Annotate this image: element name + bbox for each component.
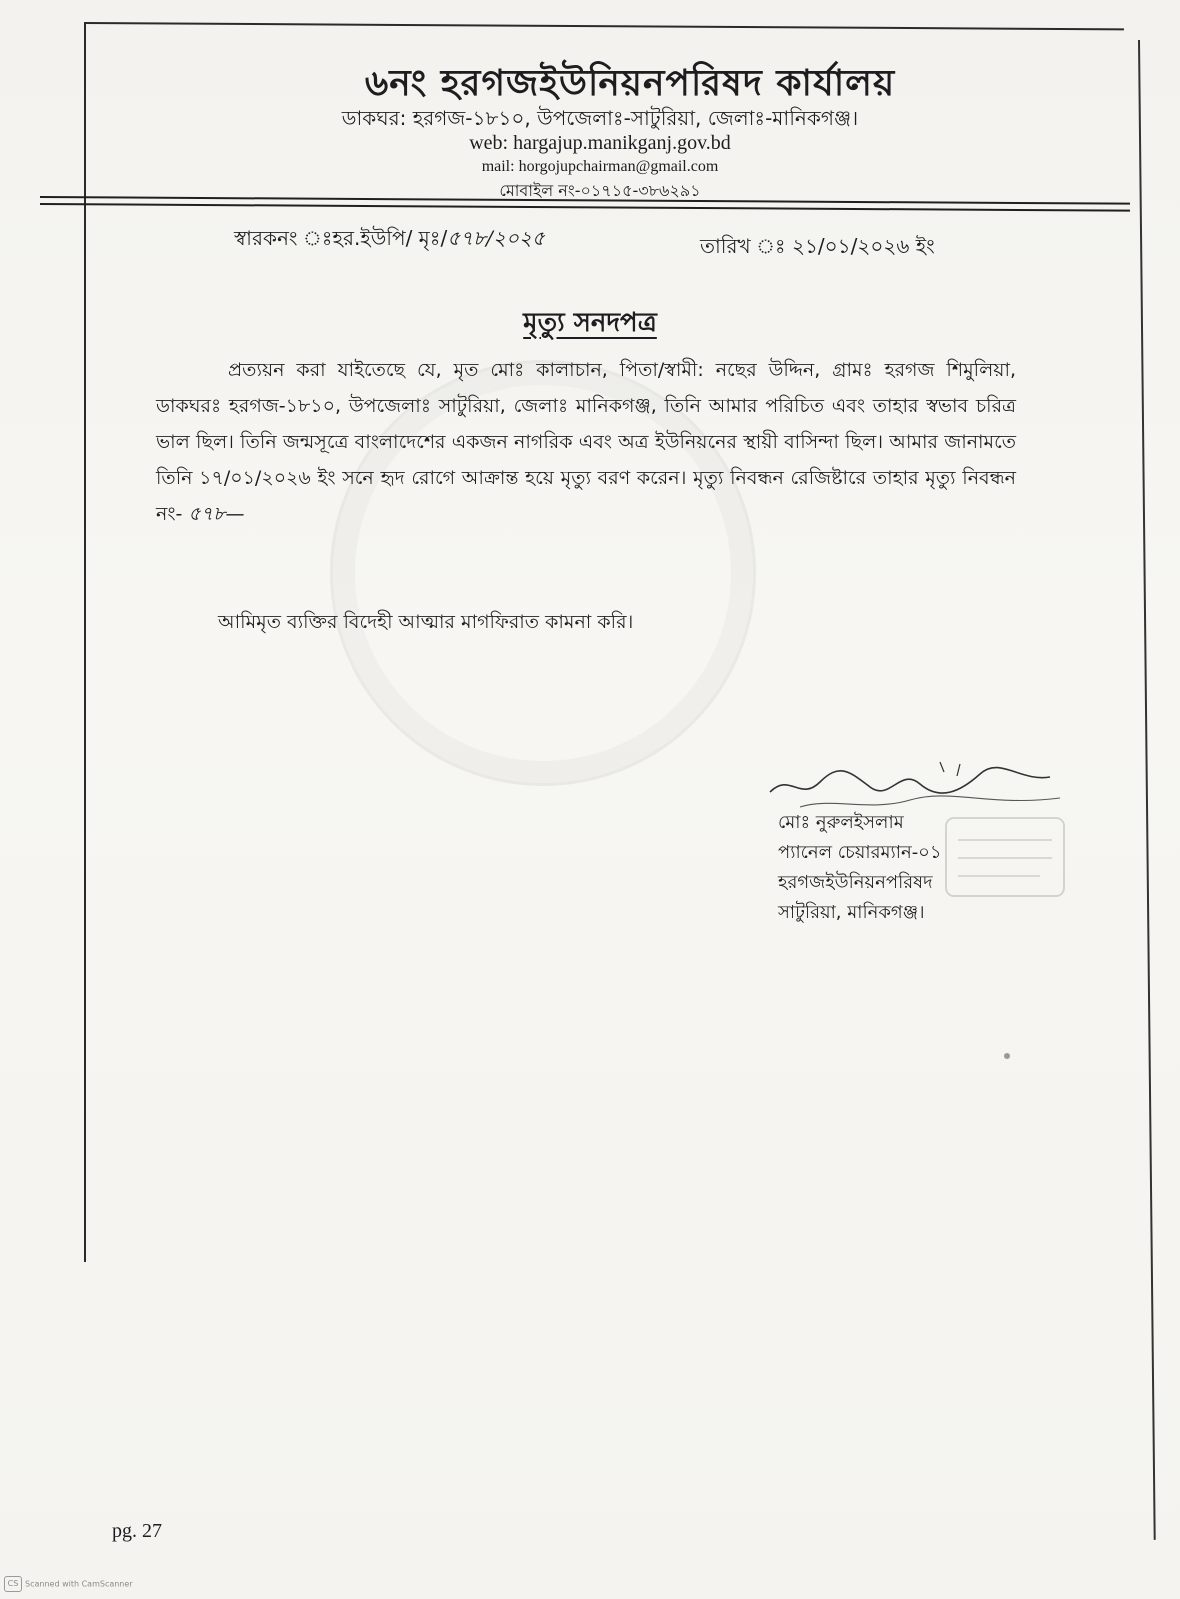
frame-top-border xyxy=(84,22,1124,30)
memo-reference xyxy=(234,224,545,257)
memo-label: স্বারকনং ঃহর.ইউপি/ মৃঃ/ xyxy=(234,226,448,250)
office-title: ৬নং হরগজইউনিয়নপরিষদ কার্যালয় xyxy=(364,62,896,104)
issue-date: তারিখ ঃ ২১/০১/২০২৬ ইং xyxy=(700,234,935,258)
office-email: mail: horgojupchairman@gmail.com xyxy=(481,158,719,175)
frame-left-border xyxy=(84,22,86,1262)
frame-right-border xyxy=(1138,40,1156,1540)
registration-number-handwritten: ৫৭৮ xyxy=(188,503,226,525)
registration-dash: — xyxy=(225,503,245,525)
faint-official-stamp xyxy=(940,812,1070,902)
signatory-name: মোঃ নুরুলইসলাম xyxy=(778,812,904,833)
scanner-watermark xyxy=(4,1576,133,1592)
signatory-designation: প্যানেল চেয়ারম্যান-০১ xyxy=(778,842,942,863)
office-website: web: hargajup.manikganj.gov.bd xyxy=(469,132,731,154)
office-address: ডাকঘর: হরগজ-১৮১০, উপজেলাঃ-সাটুরিয়া, জেলাঃ-মানিকগঞ্জ। xyxy=(341,106,859,130)
certificate-heading: মৃত্যু সনদপত্র xyxy=(523,308,657,338)
memo-handwritten-number: ৫৭৮/২০২৫ xyxy=(447,226,545,250)
camscanner-icon: CS xyxy=(4,1576,22,1592)
office-mobile: মোবাইল নং-০১৭১৫-৩৮৬২৯১ xyxy=(499,181,701,200)
page-number: pg. 27 xyxy=(112,1520,162,1542)
closing-prayer: আমিমৃত ব্যক্তির বিদেহী আত্মার মাগফিরাত কামনা করি। xyxy=(218,611,634,633)
certificate-body-text: প্রত্যয়ন করা যাইতেছে যে, মৃত মোঃ কালাচান, পিতা/স্বামী: নছের উদ্দিন, গ্রামঃ হরগজ শিমুলিয়া, ডাকঘরঃ হরগজ-১৮১০, উপজেলাঃ সাটুরিয়া, জেলাঃ মানিকগঞ্জ, তিনি আমার পরিচিত এবং তাহার স্বভাব চরিত্র ভাল ছিল। তিনি জন্মসূত্রে বাংলাদেশের একজন নাগরিক এবং অত্র ইউনিয়নের স্থায়ী বাসিন্দা ছিল। আমার জানামতে তিনি ১৭/০১/২০২৬ ইং সনে হৃদ রোগে আক্রান্ত হয়ে মৃত্যু বরণ করেন। মৃত্যু নিবন্ধন রেজিষ্টারে তাহার মৃত্যু নিবন্ধন নং- xyxy=(156,359,1016,525)
signatory-location: সাটুরিয়া, মানিকগঞ্জ। xyxy=(778,902,925,923)
certificate-body xyxy=(156,352,1016,532)
signatory-organization: হরগজইউনিয়নপরিষদ xyxy=(778,872,933,893)
scan-dot-mark xyxy=(1004,1053,1010,1059)
scanner-watermark-text: Scanned with CamScanner xyxy=(25,1579,133,1589)
